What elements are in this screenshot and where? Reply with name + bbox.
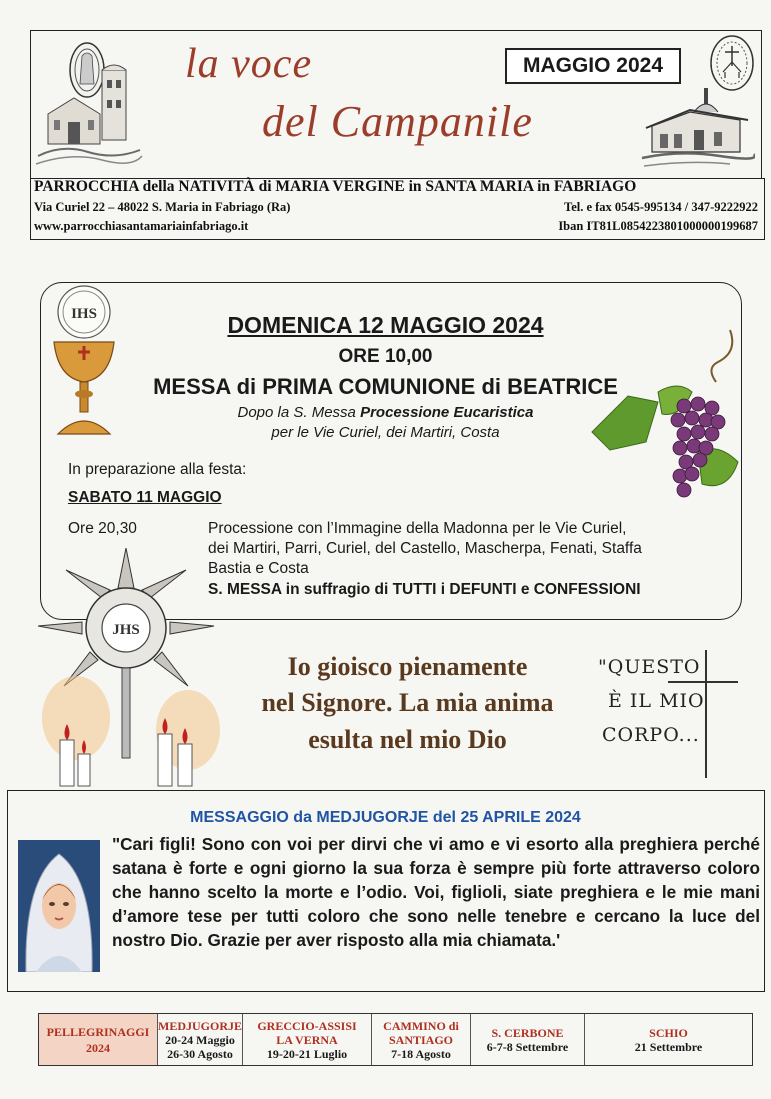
- handwritten-line-1: "QUESTO: [598, 656, 701, 678]
- handwritten-line-2: È IL MIO: [608, 690, 705, 712]
- parish-website[interactable]: www.parrocchiasantamariainfabriago.it: [34, 219, 249, 233]
- pilgrimages-header-year: 2024: [86, 1040, 110, 1055]
- preparation-day: SABATO 11 MAGGIO: [68, 489, 222, 506]
- marian-procession-line-2: dei Martiri, Parri, Curiel, del Castello, Mascherpa, Fenati, Staffa: [208, 540, 642, 557]
- quote-line-1: Io gioisco pienamente: [287, 652, 528, 681]
- trip-santiago: [372, 1014, 471, 1065]
- handwritten-line-3: CORPO...: [602, 724, 700, 746]
- trip-santiago-date: 7-18 Agosto: [391, 1046, 451, 1061]
- trip-greccio-date: 19-20-21 Luglio: [266, 1046, 348, 1061]
- medjugorje-message-title: MESSAGGIO da MEDJUGORJE del 25 APRILE 2024: [190, 809, 581, 826]
- pilgrimages-table: [38, 1013, 753, 1066]
- trip-schio-name: SCHIO: [649, 1025, 688, 1040]
- pilgrimages-header-title: PELLEGRINAGGI: [46, 1024, 150, 1039]
- quote-line-2: nel Signore. La mia anima: [261, 688, 554, 717]
- trip-medjugorje-date-2: 26-30 Agosto: [167, 1046, 233, 1061]
- trip-medjugorje: [158, 1014, 243, 1065]
- trip-medjugorje-name: MEDJUGORJE: [158, 1018, 242, 1033]
- sanctuary-illustration: [640, 82, 755, 174]
- trip-santiago-name: CAMMINO di: [383, 1018, 459, 1033]
- church-illustration: [32, 32, 144, 174]
- event-time: ORE 10,00: [338, 346, 433, 367]
- parish-phone: Tel. e fax 0545-995134 / 347-9222922: [564, 200, 758, 214]
- trip-schio-date: 21 Settembre: [634, 1039, 703, 1054]
- trip-san-cerbone: [471, 1014, 585, 1065]
- trip-greccio-assisi: [243, 1014, 372, 1065]
- trip-greccio-name: GRECCIO-ASSISI: [257, 1018, 357, 1033]
- trip-schio: [585, 1014, 752, 1065]
- quote-line-3: esulta nel mio Dio: [308, 725, 507, 754]
- trip-cerbone-name: S. CERBONE: [491, 1025, 564, 1040]
- pilgrimages-header: [39, 1014, 158, 1065]
- madonna-portrait: [18, 840, 100, 972]
- event-after-mass: [0, 404, 771, 421]
- marian-procession-line-3: Bastia e Costa: [208, 560, 309, 577]
- event-mass-title: MESSA di PRIMA COMUNIONE di BEATRICE: [153, 374, 618, 399]
- procession-route: per le Vie Curiel, dei Martiri, Costa: [271, 424, 500, 441]
- trip-santiago-name-2: SANTIAGO: [388, 1032, 453, 1047]
- svg-text:JHS: JHS: [112, 622, 140, 638]
- parish-address: Via Curiel 22 – 48022 S. Maria in Fabriago (Ra): [34, 200, 291, 214]
- memorial-mass: S. MESSA in suffragio di TUTTI i DEFUNTI e CONFESSIONI: [208, 581, 641, 598]
- marian-procession-line-1: Processione con l’Immagine della Madonna per le Vie Curiel,: [208, 520, 627, 537]
- trip-greccio-name-2: LA VERNA: [276, 1032, 338, 1047]
- parish-name: PARROCCHIA della NATIVITÀ di MARIA VERGINE in SANTA MARIA in FABRIAGO: [34, 178, 637, 195]
- parish-iban: Iban IT81L0854223801000000199687: [558, 219, 758, 233]
- host-monogram: IHS: [71, 306, 97, 322]
- after-mass-prefix: Dopo la S. Messa: [237, 404, 361, 421]
- preparation-time: Ore 20,30: [68, 520, 137, 537]
- trip-cerbone-date: 6-7-8 Settembre: [486, 1039, 569, 1054]
- preparation-intro: In preparazione alla festa:: [68, 461, 247, 478]
- title-line-1: la voce: [185, 41, 313, 87]
- trip-medjugorje-date-1: 20-24 Maggio: [165, 1032, 235, 1047]
- medjugorje-message-body: "Cari figli! Sono con voi per dirvi che vi amo e vi esorto alla preghiera perché satana è forte e ogni giorno la sua forza è sempre più forte attraverso coloro che hanno scelto la morte e l’odio. Voi, figlioli, siate preghiera e le mie mani d’amore tese per tutti coloro che sono nelle tenebre e cercano la luce del nostro Dio. Grazie per aver risposto alla mia chiamata.': [112, 834, 760, 950]
- eucharistic-procession: Processione Eucaristica: [360, 404, 534, 421]
- event-title: DOMENICA 12 MAGGIO 2024: [227, 312, 544, 338]
- issue-date-badge: MAGGIO 2024: [505, 48, 681, 84]
- title-line-2: del Campanile: [262, 97, 533, 146]
